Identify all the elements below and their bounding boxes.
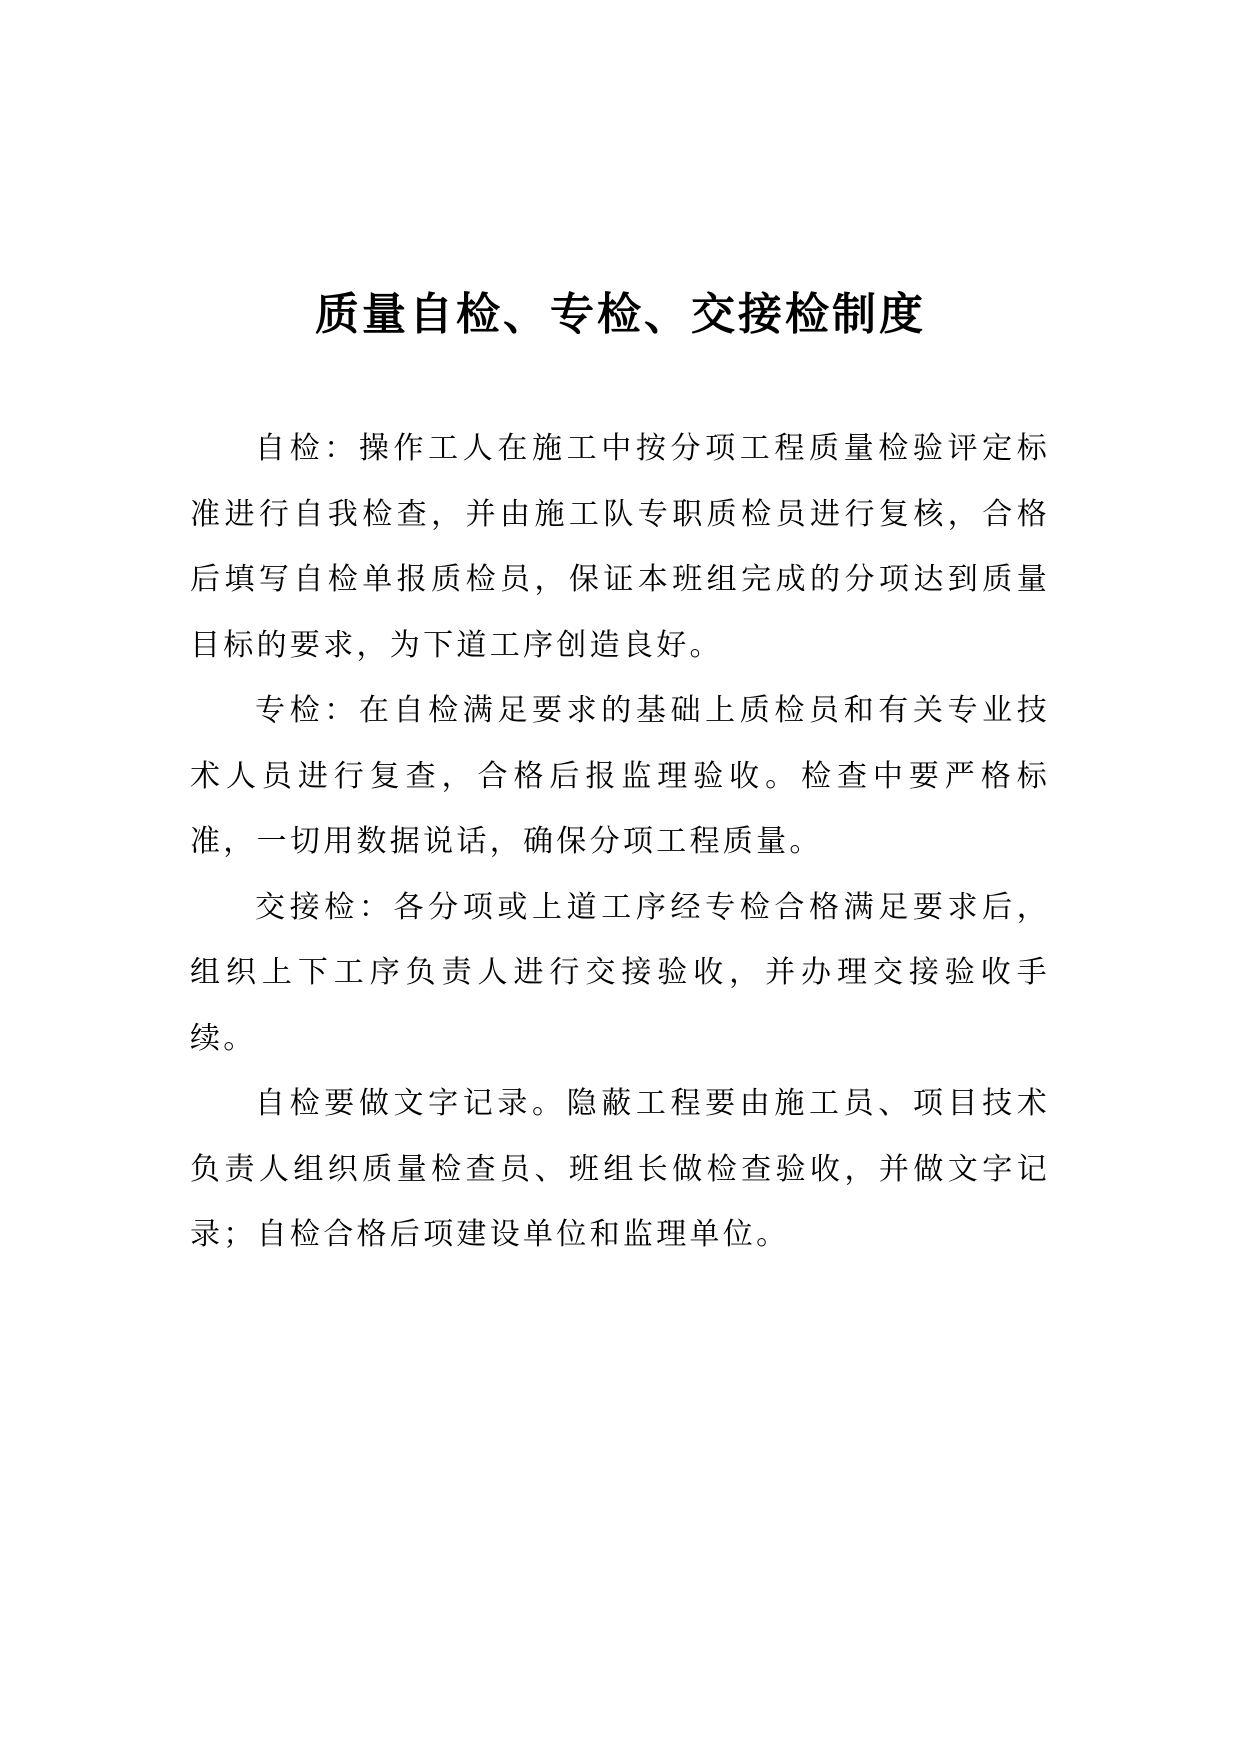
- document-body: [190, 416, 1050, 1268]
- paragraph-handover-inspection: 交接检：各分项或上道工序经专检合格满足要求后，组织上下工序负责人进行交接验收，并办理交接验收手续。: [190, 889, 1050, 1056]
- paragraph-self-inspection: 自检：操作工人在施工中按分项工程质量检验评定标准进行自我检查，并由施工队专职质检员进行复核，合格后填写自检单报质检员，保证本班组完成的分项达到质量目标的要求，为下道工序创造良好。: [190, 431, 1050, 663]
- document-title: 质量自检、专检、交接检制度: [315, 289, 926, 340]
- paragraph-records: 自检要做文字记录。隐蔽工程要由施工员、项目技术负责人组织质量检查员、班组长做检查验收，并做文字记录；自检合格后项建设单位和监理单位。: [190, 1086, 1050, 1252]
- paragraph-special-inspection: 专检：在自检满足要求的基础上质检员和有关专业技术人员进行复查，合格后报监理验收。检查中要严格标准，一切用数据说话，确保分项工程质量。: [190, 693, 1050, 859]
